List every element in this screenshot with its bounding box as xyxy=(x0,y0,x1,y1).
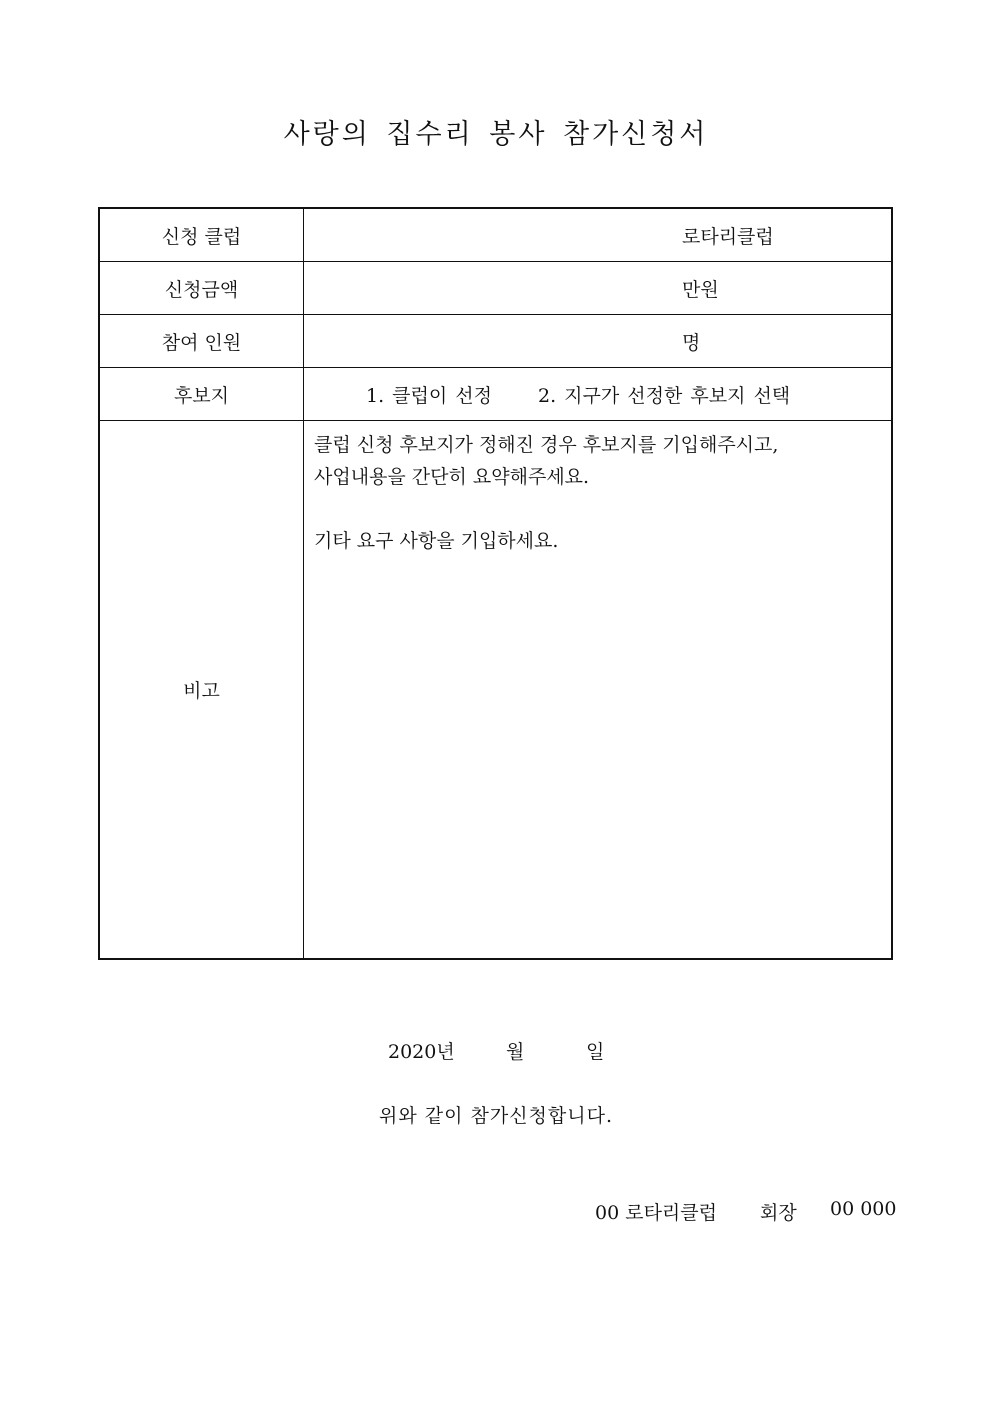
remark-line-2: 사업내용을 간단히 요약해주세요. xyxy=(314,466,590,488)
people-value-cell[interactable] xyxy=(304,315,893,368)
club-value: 로타리클럽 xyxy=(682,225,774,248)
form-row-amount xyxy=(99,262,892,315)
document-title: 사랑의 집수리 봉사 참가신청서 xyxy=(283,119,709,150)
signature-role: 회장 xyxy=(760,1202,797,1224)
people-label: 참여 인원 xyxy=(99,315,304,368)
remark-line-1: 클럽 신청 후보지가 정해진 경우 후보지를 기입해주시고, xyxy=(314,434,779,456)
remark-label: 비고 xyxy=(99,421,304,960)
form-row-site xyxy=(99,368,892,421)
site-options-cell xyxy=(304,368,893,421)
remark-blank-line xyxy=(314,493,881,525)
signature-name: 00 000 xyxy=(830,1198,897,1220)
people-value: 명 xyxy=(682,331,701,354)
amount-value-cell[interactable] xyxy=(304,262,893,315)
date-day: 일 xyxy=(586,1041,605,1063)
site-option-club[interactable]: 1. 클럽이 선정 xyxy=(366,384,492,407)
date-year: 2020년 xyxy=(388,1041,455,1063)
form-row-people xyxy=(99,315,892,368)
site-label: 후보지 xyxy=(99,368,304,421)
remark-cell[interactable] xyxy=(304,421,893,960)
application-form-table xyxy=(98,207,893,960)
club-label: 신청 클럽 xyxy=(99,208,304,262)
form-row-remark xyxy=(99,421,892,960)
remark-line-3: 기타 요구 사항을 기입하세요. xyxy=(314,530,559,552)
site-options xyxy=(366,381,790,408)
site-option-district[interactable]: 2. 지구가 선정한 후보지 선택 xyxy=(537,384,791,407)
date-month: 월 xyxy=(506,1041,525,1063)
club-value-cell[interactable] xyxy=(304,208,893,262)
signature-club: 00 로타리클럽 xyxy=(595,1202,717,1224)
statement-text: 위와 같이 참가신청합니다. xyxy=(378,1105,613,1127)
amount-value: 만원 xyxy=(682,278,719,301)
amount-label: 신청금액 xyxy=(99,262,304,315)
form-row-club xyxy=(99,208,892,262)
